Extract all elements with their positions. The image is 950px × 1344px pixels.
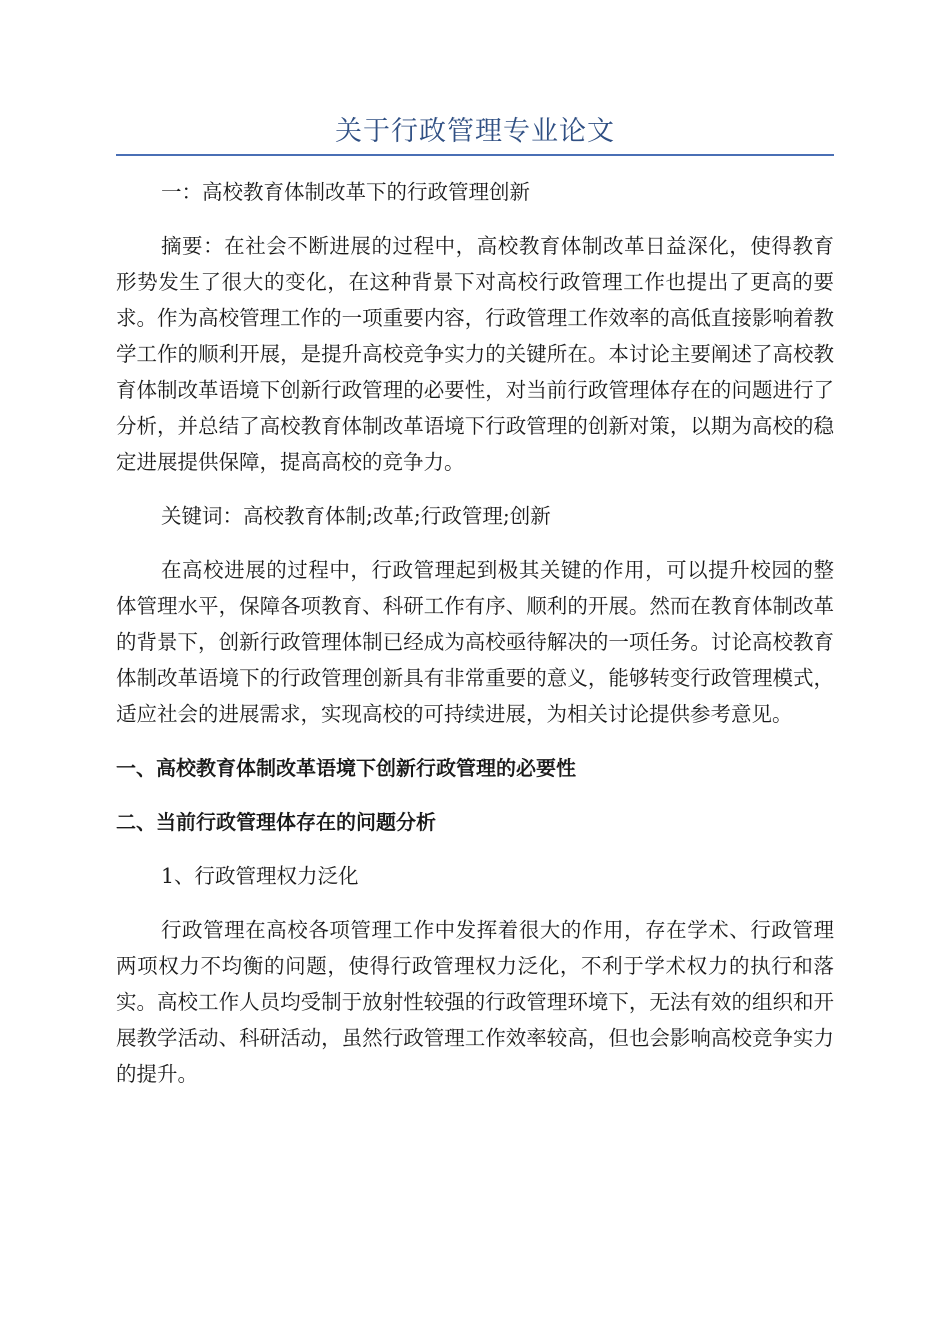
document-title: 关于行政管理专业论文	[335, 116, 615, 147]
heading-necessity: 一、高校教育体制改革语境下创新行政管理的必要性	[116, 756, 576, 780]
subheading-power-generalization: 1、行政管理权力泛化	[161, 864, 359, 888]
title-underline	[116, 154, 834, 156]
intro-paragraph: 在高校进展的过程中，行政管理起到极其关键的作用，可以提升校园的整体管理水平，保障各项教育、科研工作有序、顺利的开展。然而在教育体制改革的背景下，创新行政管理体制已经成为高校亟待解决的一项任务。讨论高校教育体制改革语境下的行政管理创新具有非常重要的意义，能够转变行政管理模式，适应社会的进展需求，实现高校的可持续进展，为相关讨论提供参考意见。	[116, 558, 834, 726]
abstract-paragraph: 摘要：在社会不断进展的过程中，高校教育体制改革日益深化，使得教育形势发生了很大的变化，在这种背景下对高校行政管理工作也提出了更高的要求。作为高校管理工作的一项重要内容，行政管理工作效率的高低直接影响着教学工作的顺利开展，是提升高校竞争实力的关键所在。本讨论主要阐述了高校教育体制改革语境下创新行政管理的必要性，对当前行政管理体存在的问题进行了分析，并总结了高校教育体制改革语境下行政管理的创新对策，以期为高校的稳定进展提供保障，提高高校的竞争力。	[116, 234, 834, 474]
section-one-title: 一：高校教育体制改革下的行政管理创新	[161, 180, 530, 204]
heading-problems: 二、当前行政管理体存在的问题分析	[116, 810, 436, 834]
document-body	[116, 174, 834, 1110]
keywords-line: 关键词：高校教育体制;改革;行政管理;创新	[161, 504, 551, 528]
body-paragraph: 行政管理在高校各项管理工作中发挥着很大的作用，存在学术、行政管理两项权力不均衡的问题，使得行政管理权力泛化，不利于学术权力的执行和落实。高校工作人员均受制于放射性较强的行政管理环境下，无法有效的组织和开展教学活动、科研活动，虽然行政管理工作效率较高，但也会影响高校竞争实力的提升。	[116, 918, 834, 1086]
